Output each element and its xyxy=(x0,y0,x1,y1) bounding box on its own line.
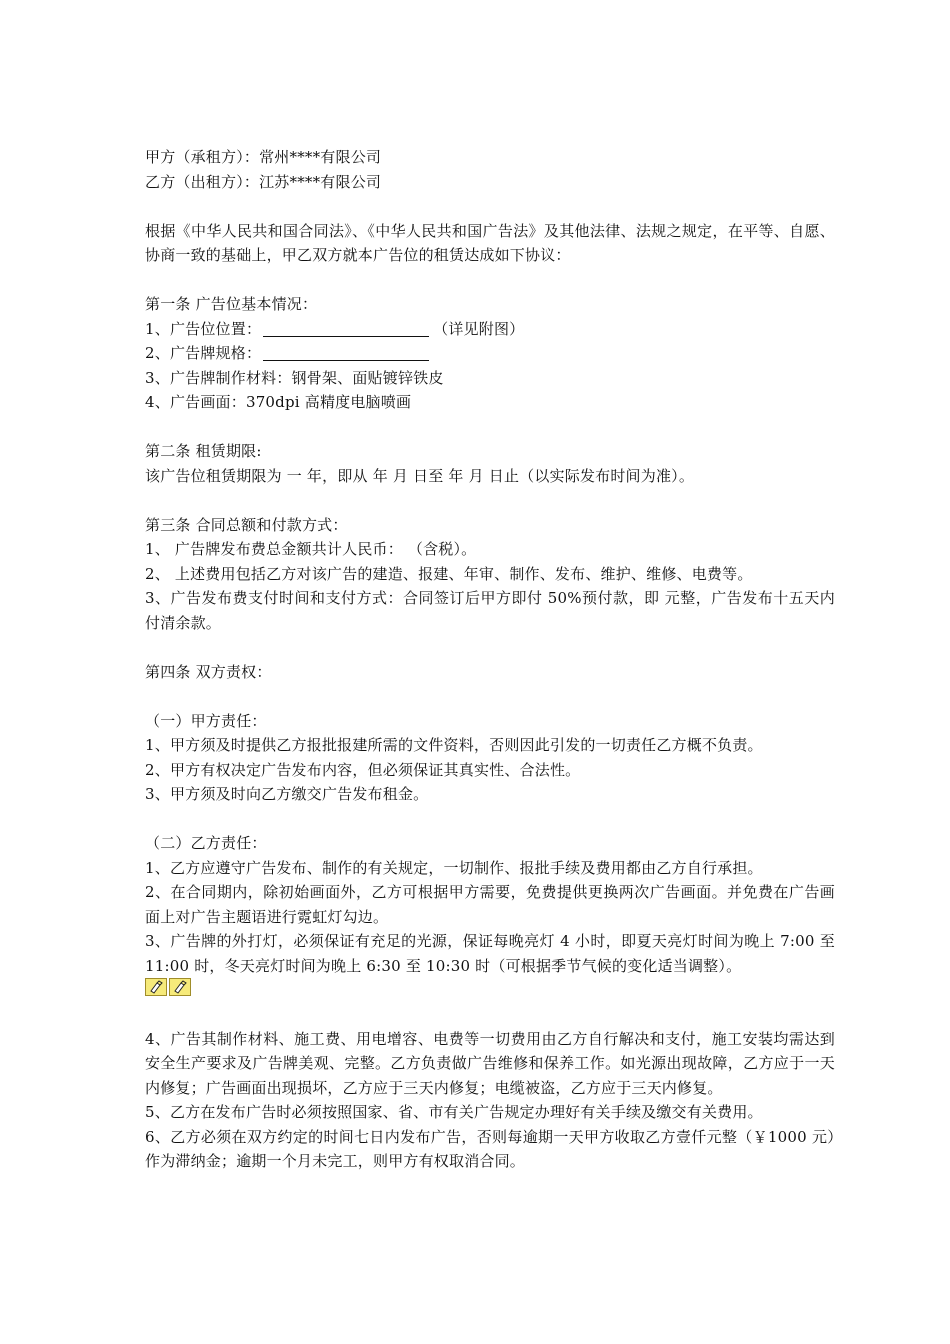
party-b-duty-1: 1、乙方应遵守广告发布、制作的有关规定，一切制作、报批手续及费用都由乙方自行承担。 xyxy=(145,858,763,877)
embedded-object-icons xyxy=(145,978,835,1002)
party-a-duties-heading: （一）甲方责任： xyxy=(145,711,267,730)
article1-item4: 4、广告画面：370dpi 高精度电脑喷画 xyxy=(145,393,412,411)
article2-title: 第二条 租赁期限: xyxy=(145,442,262,460)
party-b-duty-6: 6、乙方必须在双方约定的时间七日内发布广告，否则每逾期一天甲方收取乙方壹仟元整（￥1000 元）作为滞纳金；逾期一个月未完工，则甲方有权取消合同。 xyxy=(145,1127,835,1170)
item1-suffix: （详见附图） xyxy=(433,319,525,338)
anchor-icon[interactable] xyxy=(145,978,167,996)
article4-title: 第四条 双方责权： xyxy=(145,662,272,681)
spacer xyxy=(145,807,835,832)
preamble-paragraph: 根据《中华人民共和国合同法》、《中华人民共和国广告法》及其他法律、法规之规定，在平等、自愿、协商一致的基础上，甲乙双方就本广告位的租赁达成如下协议： xyxy=(145,221,835,264)
spacer xyxy=(145,488,835,513)
party-a-line: 甲方（承租方）：常州****有限公司 xyxy=(145,148,382,166)
item2-prefix: 2、广告牌规格： xyxy=(145,344,262,362)
article3-item3: 3、广告发布费支付时间和支付方式：合同签订后甲方即付 50%预付款，即 元整，广告发布十五天内付清余款。 xyxy=(145,589,835,632)
party-a-duty-2: 2、甲方有权决定广告发布内容，但必须保证其真实性、合法性。 xyxy=(145,760,581,779)
anchor-icon[interactable] xyxy=(169,978,191,996)
party-b-duties-heading: （二）乙方责任： xyxy=(145,834,267,852)
article1-item1 xyxy=(145,317,835,342)
spacer xyxy=(145,415,835,440)
party-b-duty-4: 4、广告其制作材料、施工费、用电增容、电费等一切费用由乙方自行解决和支付，施工安装均需达到安全生产要求及广告牌美观、完整。乙方负责做广告维修和保养工作。如光源出现故障，乙方应于一天内修复；广告画面出现损坏，乙方应于三天内修复；电缆被盗，乙方应于三天内修复。 xyxy=(145,1029,835,1097)
party-b-duty-5: 5、乙方在发布广告时必须按照国家、省、市有关广告规定办理好有关手续及缴交有关费用。 xyxy=(145,1103,763,1121)
article3-title: 第三条 合同总额和付款方式： xyxy=(145,515,348,534)
spacer xyxy=(145,684,835,709)
spacer xyxy=(145,268,835,293)
spacer xyxy=(145,635,835,660)
item1-prefix: 1、广告位位置： xyxy=(145,319,262,338)
contract-body xyxy=(145,145,835,1174)
article1-title: 第一条 广告位基本情况： xyxy=(145,295,318,313)
article1-item3: 3、广告牌制作材料：钢骨架、面贴镀锌铁皮 xyxy=(145,368,444,387)
fill-in-blank xyxy=(263,321,429,337)
article3-item2: 2、 上述费用包括乙方对该广告的建造、报建、年审、制作、发布、维护、维修、电费等。 xyxy=(145,564,753,583)
party-a-duty-1: 1、甲方须及时提供乙方报批报建所需的文件资料，否则因此引发的一切责任乙方概不负责。 xyxy=(145,736,763,754)
party-b-duty-2: 2、在合同期内，除初始画面外，乙方可根据甲方需要，免费提供更换两次广告画面。并免费在广告画面上对广告主题语进行霓虹灯勾边。 xyxy=(145,883,835,926)
article3-item1: 1、 广告牌发布费总金额共计人民币： （含税）。 xyxy=(145,540,477,558)
article1-item2 xyxy=(145,341,835,366)
spacer xyxy=(145,1002,835,1027)
party-b-duty-3: 3、广告牌的外打灯，必须保证有充足的光源，保证每晚亮灯 4 小时，即夏天亮灯时间为晚上 7:00 至 11:00 时，冬天亮灯时间为晚上 6:30 至 10:30 时（可根据季节气候的变化适当调整）。 xyxy=(145,932,835,975)
article2-text: 该广告位租赁期限为 一 年，即从 年 月 日至 年 月 日止（以实际发布时间为准）。 xyxy=(145,466,695,485)
spacer xyxy=(145,194,835,219)
party-a-duty-3: 3、甲方须及时向乙方缴交广告发布租金。 xyxy=(145,785,429,803)
fill-in-blank xyxy=(263,345,429,361)
party-b-line: 乙方（出租方）：江苏****有限公司 xyxy=(145,172,382,191)
